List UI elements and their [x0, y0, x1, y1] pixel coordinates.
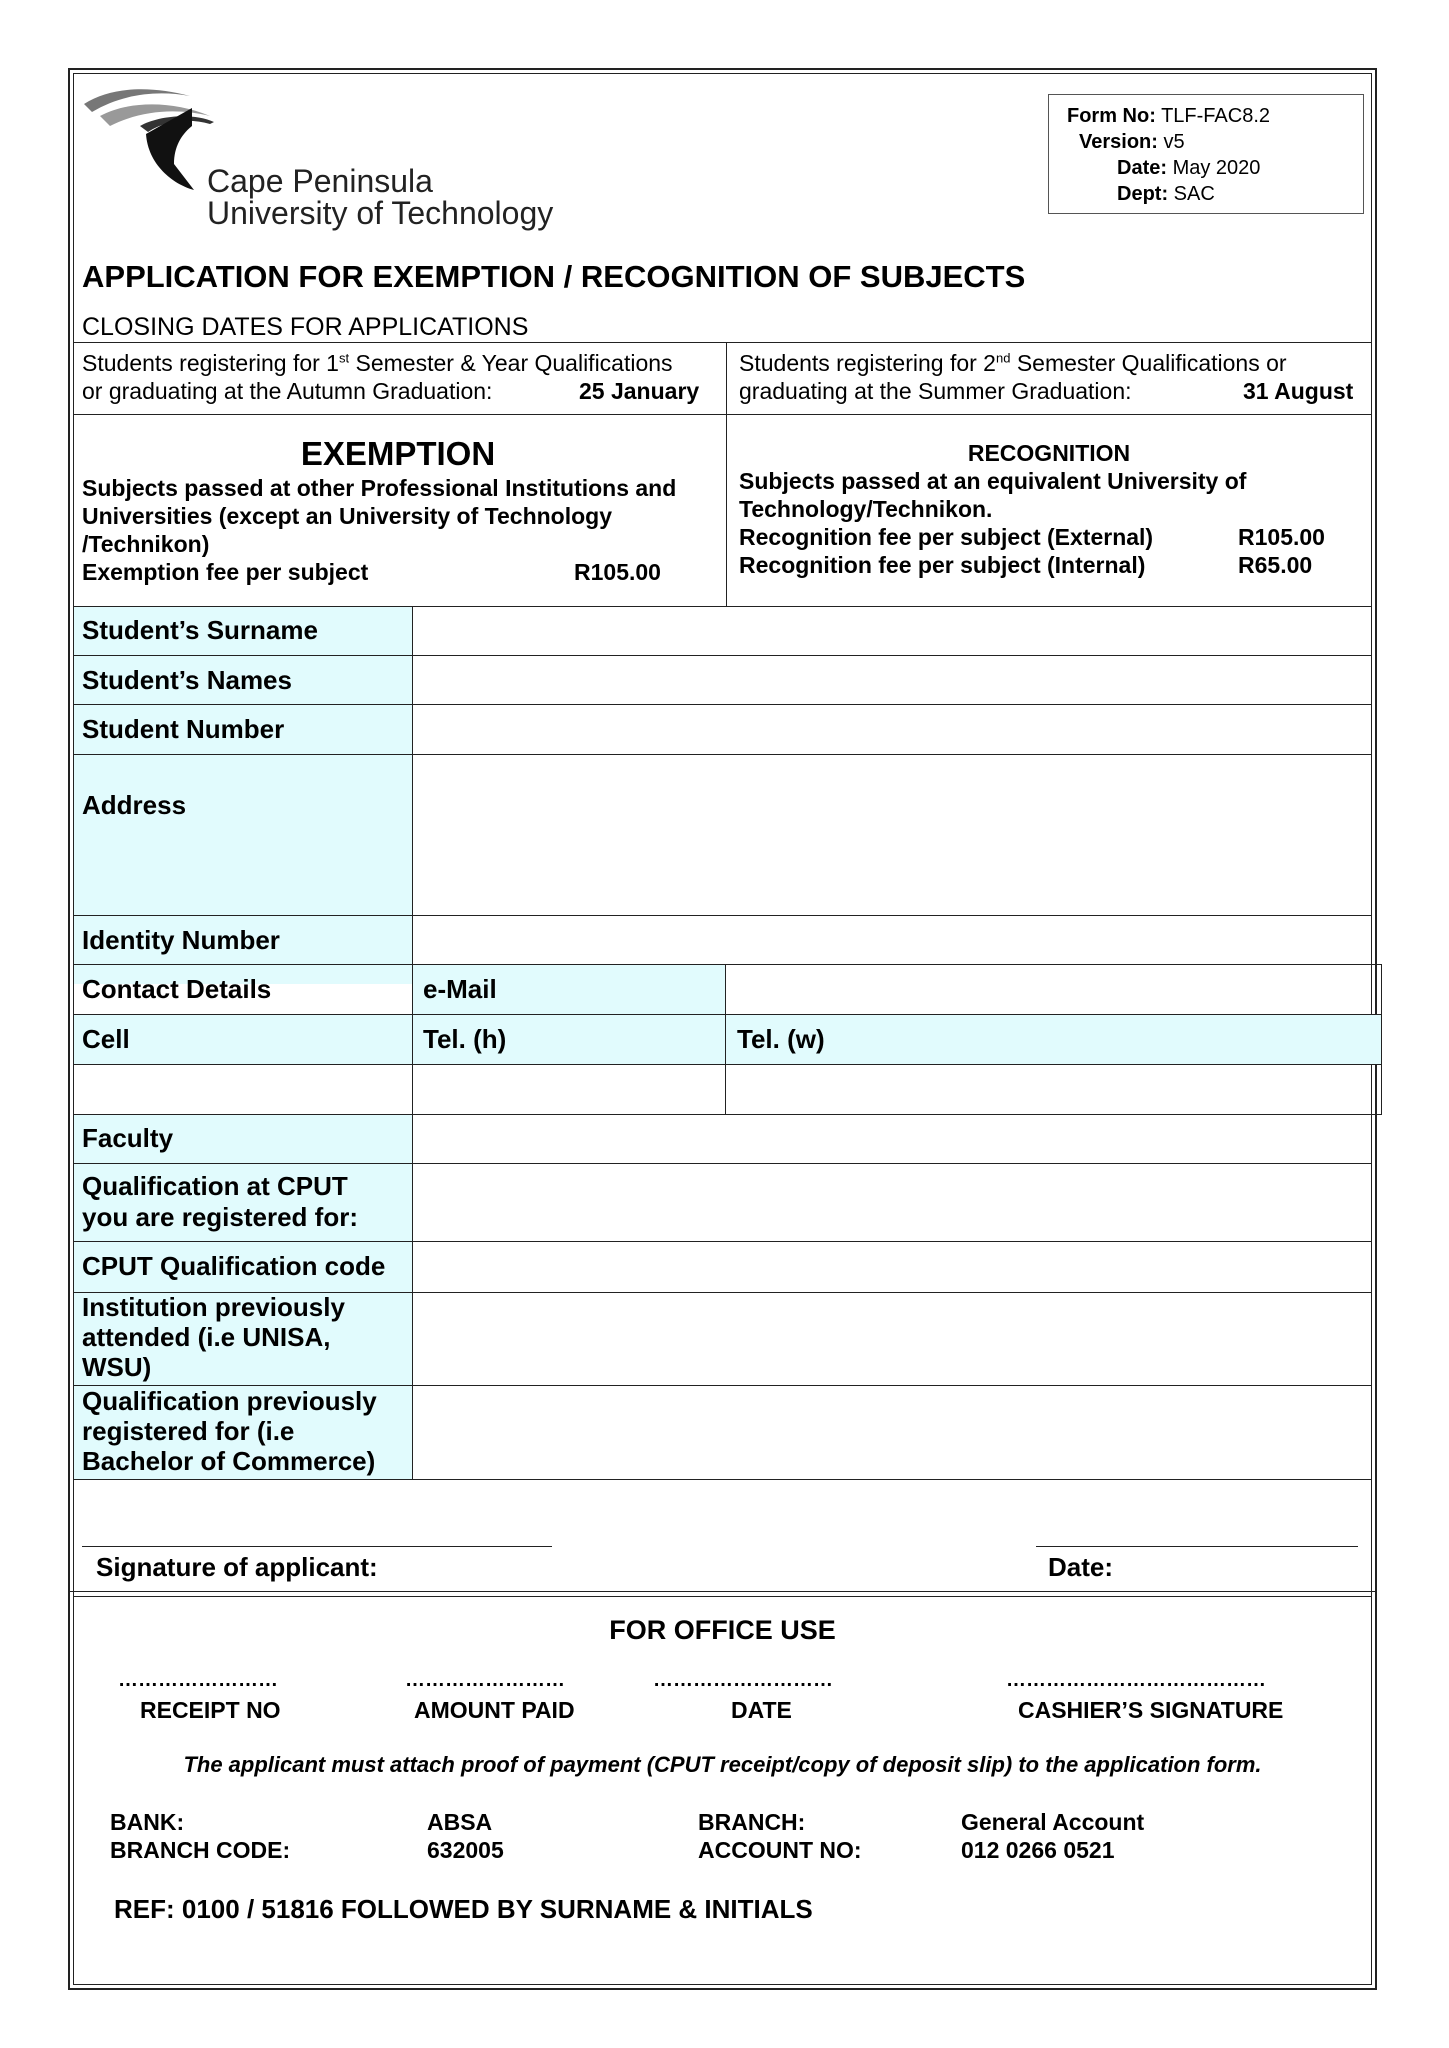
dept: SAC	[1173, 183, 1215, 205]
identity-number-field[interactable]	[414, 916, 1370, 963]
qualification-label-line1: Qualification at CPUT	[82, 1171, 348, 1201]
surname-field[interactable]	[414, 607, 1370, 654]
institution-label-line2: attended (i.e UNISA,	[82, 1322, 331, 1352]
cell-label: Cell	[82, 1024, 130, 1054]
closing-right-date: 31 August	[1243, 378, 1354, 404]
account-label: ACCOUNT NO:	[698, 1837, 862, 1863]
closing-right-line1: Students registering for 2nd Semester Qualifications or	[739, 350, 1287, 376]
tel-work-label: Tel. (w)	[737, 1024, 825, 1054]
recognition-line2: Technology/Technikon.	[739, 496, 993, 522]
prev-qualification-label-line1: Qualification previously	[82, 1386, 377, 1416]
version-label: Version:	[1079, 131, 1158, 153]
cell-field[interactable]	[74, 1065, 411, 1113]
exemption-line3: /Technikon)	[82, 531, 210, 557]
institution-label-line1: Institution previously	[82, 1292, 345, 1322]
faculty-label: Faculty	[82, 1123, 174, 1153]
institution-label-line3: WSU)	[82, 1352, 152, 1382]
exemption-line1: Subjects passed at other Professional Institutions and	[82, 475, 677, 501]
tel-home-label: Tel. (h)	[423, 1024, 507, 1054]
prev-qualification-label-line3: Bachelor of Commerce)	[82, 1446, 376, 1476]
cashier-label: CASHIER’S SIGNATURE	[1018, 1697, 1284, 1723]
logo-line2: University of Technology	[207, 195, 554, 231]
form-info-box	[1048, 94, 1364, 214]
payment-note: The applicant must attach proof of payment (CPUT receipt/copy of deposit slip) to the application form.	[183, 1752, 1262, 1777]
recognition-fee-ext: R105.00	[1238, 524, 1325, 550]
signature-line[interactable]	[82, 1546, 552, 1547]
address-field[interactable]	[414, 755, 1370, 914]
tel-work-field[interactable]	[727, 1065, 1380, 1113]
institution-field[interactable]	[414, 1293, 1370, 1384]
closing-right-line2: graduating at the Summer Graduation:	[739, 378, 1132, 404]
date-line[interactable]	[1036, 1546, 1358, 1547]
amount-dots: ……………………	[405, 1669, 565, 1691]
exemption-heading: EXEMPTION	[300, 435, 496, 472]
exemption-fee-label: Exemption fee per subject	[82, 559, 369, 585]
date-label: Date:	[1117, 157, 1168, 179]
office-date-label: DATE	[731, 1697, 792, 1723]
bank-label: BANK:	[110, 1809, 185, 1835]
branch-code-value: 632005	[427, 1837, 504, 1863]
email-field[interactable]	[727, 965, 1380, 1013]
closing-left-date: 25 January	[579, 378, 700, 404]
tel-home-field[interactable]	[414, 1065, 724, 1113]
exemption-line2: Universities (except an University of Technology	[82, 503, 612, 529]
qualification-code-field[interactable]	[414, 1242, 1370, 1291]
prev-qualification-field[interactable]	[414, 1386, 1370, 1478]
receipt-dots: ……………………	[118, 1669, 278, 1691]
recognition-fee-ext-label: Recognition fee per subject (External)	[739, 524, 1154, 550]
branch-code-label: BRANCH CODE:	[110, 1837, 291, 1863]
identity-number-label: Identity Number	[82, 925, 280, 955]
exemption-fee: R105.00	[574, 559, 661, 585]
payment-reference: REF: 0100 / 51816 FOLLOWED BY SURNAME & INITIALS	[114, 1894, 813, 1924]
signature-label: Signature of applicant:	[96, 1552, 378, 1582]
signature-date-label: Date:	[1048, 1552, 1114, 1582]
cput-logo-icon	[82, 86, 222, 196]
amount-label: AMOUNT PAID	[414, 1697, 575, 1723]
branch-label: BRANCH:	[698, 1809, 806, 1835]
names-label: Student’s Names	[82, 665, 292, 695]
prev-qualification-label-line2: registered for (i.e	[82, 1416, 295, 1446]
closing-dates-heading: CLOSING DATES FOR APPLICATIONS	[82, 313, 529, 341]
cashier-dots: …………………………………	[1006, 1669, 1266, 1691]
recognition-fee-int: R65.00	[1238, 552, 1313, 578]
qualification-code-label: CPUT Qualification code	[82, 1251, 386, 1281]
dept-label: Dept:	[1117, 183, 1169, 205]
date-dots: ………………………	[653, 1669, 833, 1691]
recognition-heading: RECOGNITION	[967, 440, 1131, 466]
address-label: Address	[82, 790, 187, 820]
contact-details-label: Contact Details	[82, 974, 272, 1004]
account-value: 012 0266 0521	[961, 1837, 1115, 1863]
faculty-field[interactable]	[414, 1115, 1370, 1162]
cput-logo	[82, 86, 582, 236]
logo-line1: Cape Peninsula	[207, 163, 433, 199]
receipt-label: RECEIPT NO	[140, 1697, 281, 1723]
qualification-field[interactable]	[414, 1164, 1370, 1240]
version: v5	[1163, 131, 1185, 153]
form-date: May 2020	[1172, 157, 1261, 179]
closing-left-line2: or graduating at the Autumn Graduation:	[82, 378, 493, 404]
closing-left-line1: Students registering for 1st Semester & Year Qualifications	[82, 350, 673, 376]
form-no: TLF-FAC8.2	[1161, 105, 1271, 127]
page-title: APPLICATION FOR EXEMPTION / RECOGNITION OF SUBJECTS	[82, 259, 1026, 294]
qualification-label-line2: you are registered for:	[82, 1202, 358, 1232]
recognition-line1: Subjects passed at an equivalent University of	[739, 468, 1247, 494]
surname-label: Student’s Surname	[82, 615, 318, 645]
branch-value: General Account	[961, 1809, 1145, 1835]
email-label: e-Mail	[423, 974, 497, 1004]
form-no-label: Form No:	[1067, 105, 1156, 127]
student-number-field[interactable]	[414, 705, 1370, 753]
student-number-label: Student Number	[82, 714, 285, 744]
recognition-fee-int-label: Recognition fee per subject (Internal)	[739, 552, 1146, 578]
names-field[interactable]	[414, 656, 1370, 703]
bank-value: ABSA	[427, 1809, 493, 1835]
office-use-heading: FOR OFFICE USE	[609, 1615, 836, 1645]
